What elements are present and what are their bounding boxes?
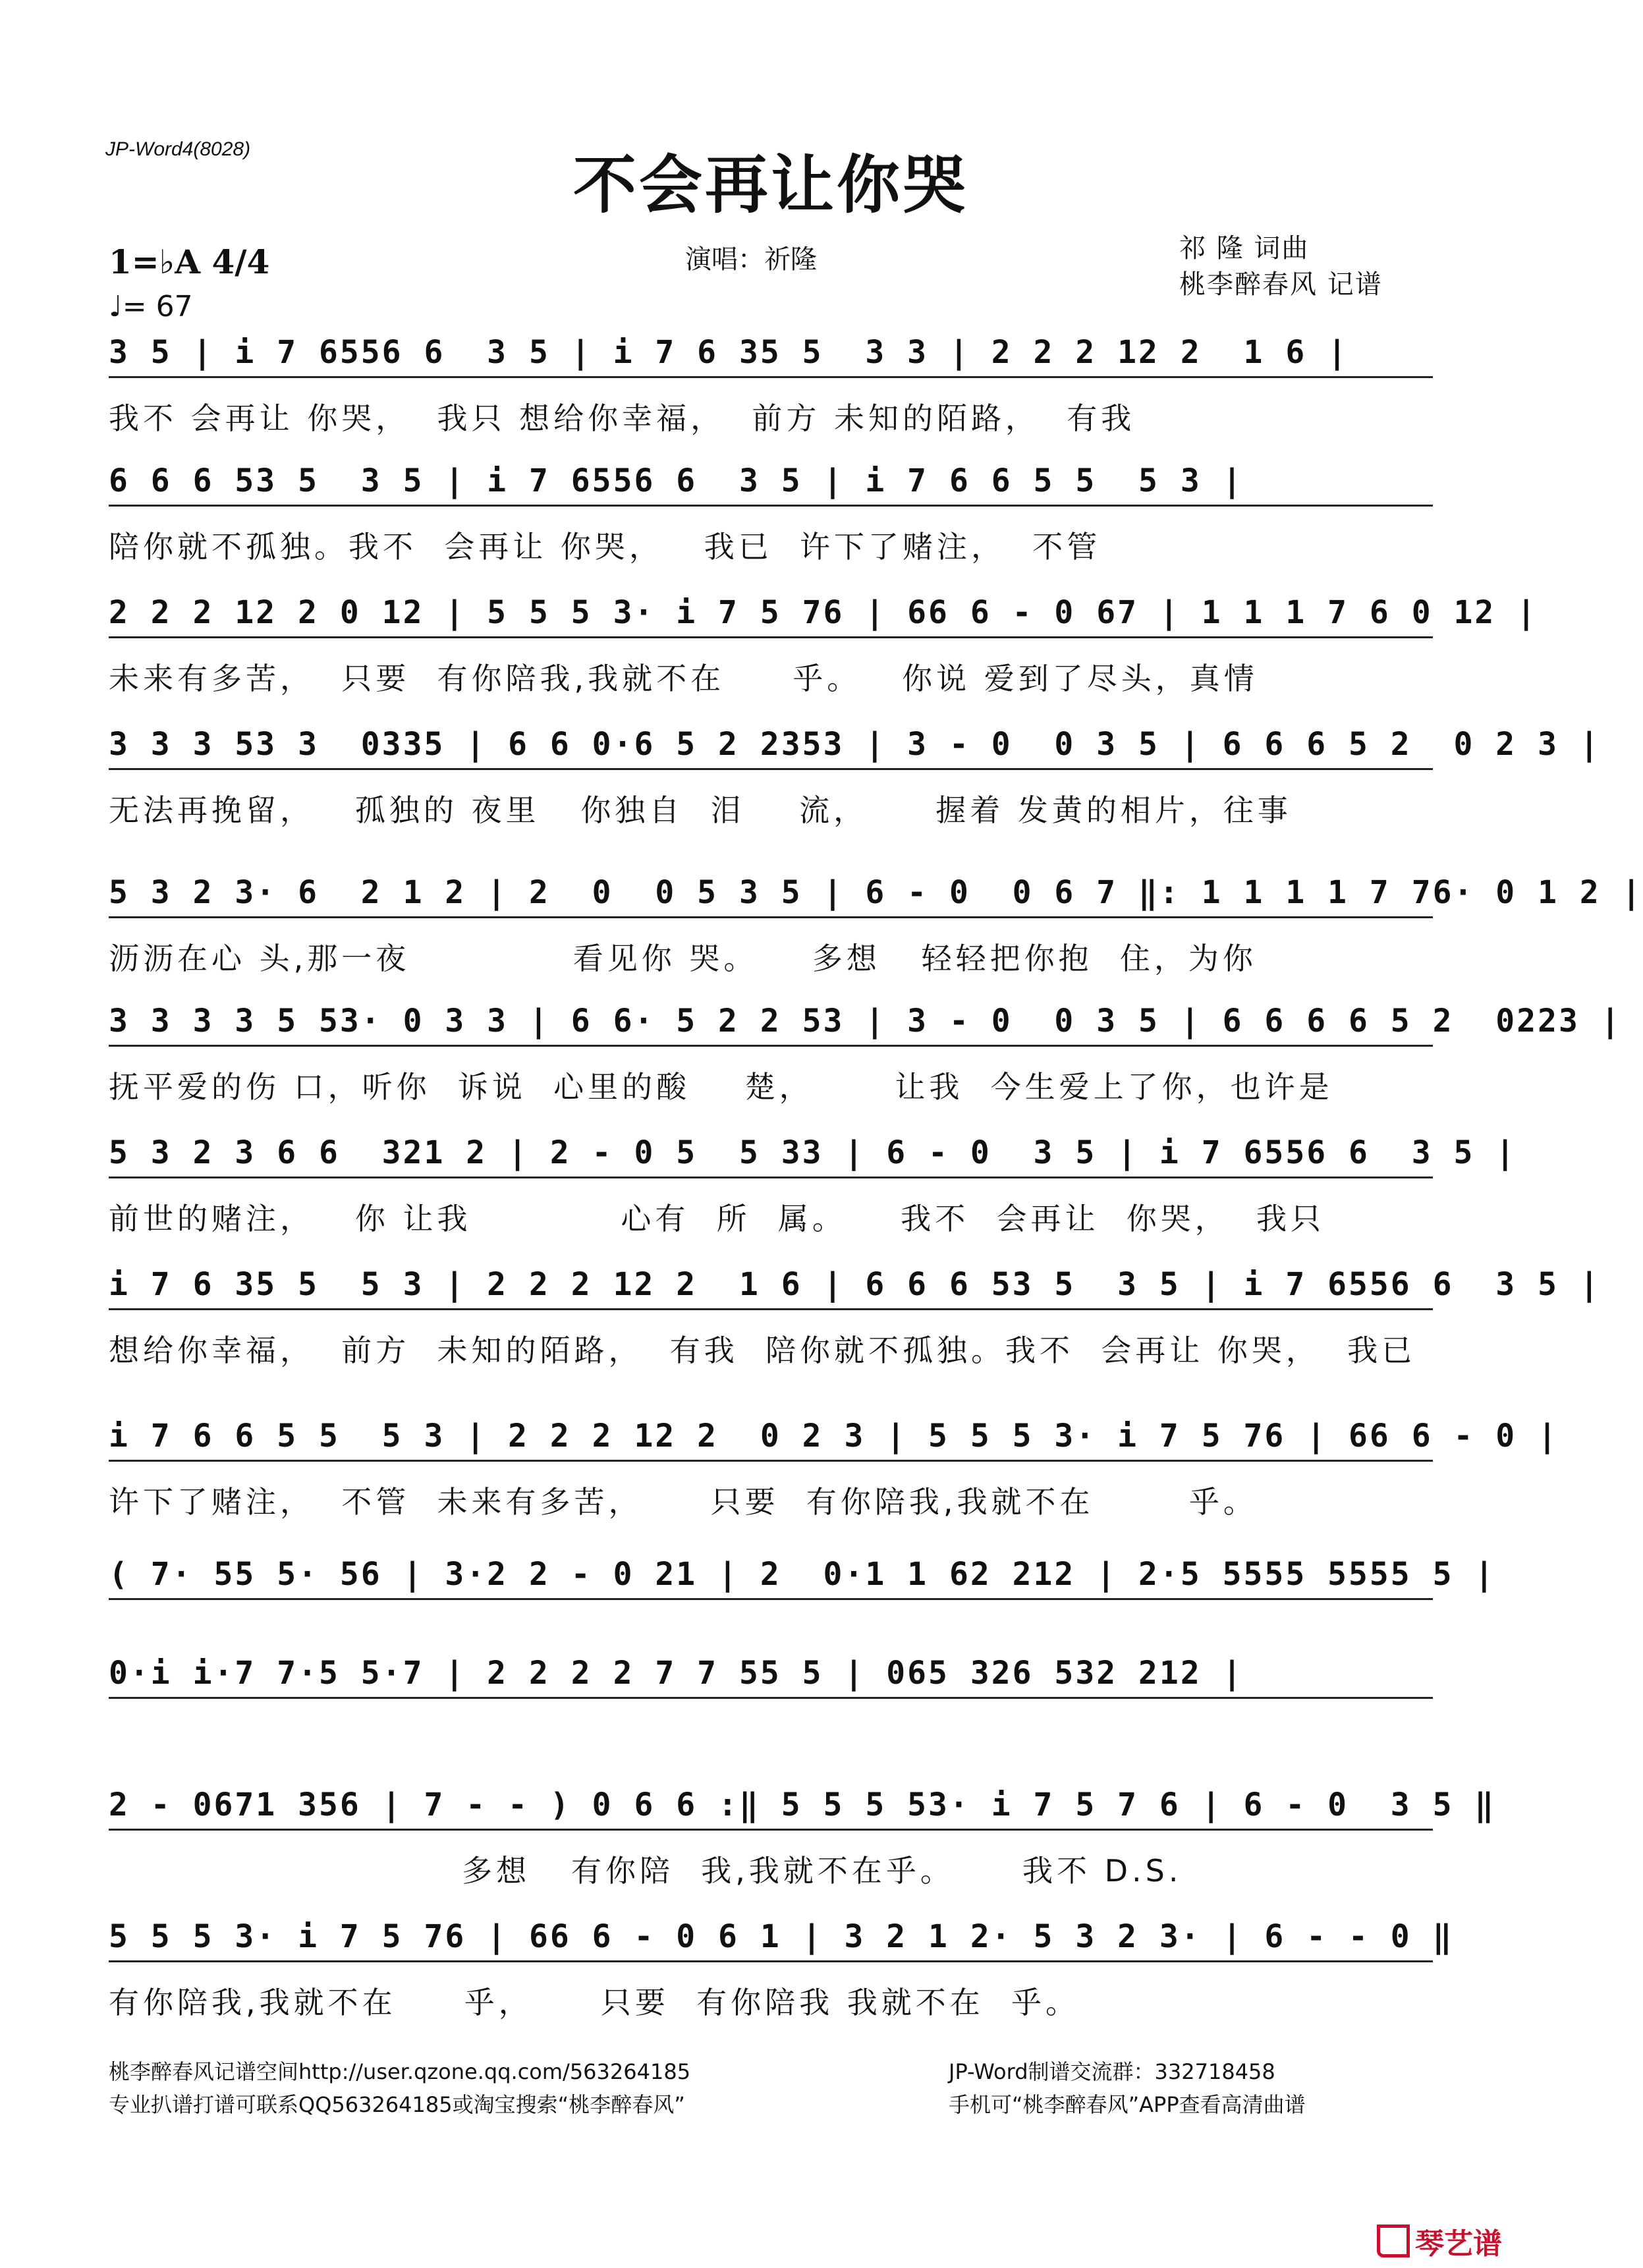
lyrics-line: 前世的赌注， 你 让我 心有 所 属。 我不 会再让 你哭， 我只 (109, 1201, 1325, 1236)
software-label: JP-Word4(8028) (105, 138, 251, 160)
lyrics-line: 许下了赌注， 不管 未来有多苦， 只要 有你陪我,我就不在 乎。 (109, 1484, 1258, 1520)
lyrics-line: 沥沥在心 头,那一夜 看见你 哭。 多想 轻轻把你抱 住，为你 (109, 941, 1257, 976)
logo-icon (1377, 2225, 1410, 2257)
lyrics-line: 有你陪我,我就不在 乎， 只要 有你陪我 我就不在 乎。 (109, 1985, 1080, 2020)
notation-line: 5 5 5 3· i 7 5 76 | 66 6 - 0 6 1 | 3 2 1 2· 5 3 2 3· | 6 - - 0 ‖ (109, 1917, 1433, 1962)
lyrics-line: 多想 有你陪 我,我就不在乎。 我不 D.S. (109, 1853, 1183, 1889)
footer-app: 手机可“桃李醉春风”APP查看高清曲谱 (949, 2092, 1306, 2117)
footer-contact: 专业扒谱打谱可联系QQ563264185或淘宝搜索“桃李醉春风” (109, 2092, 685, 2117)
lyrics-line: 未来有多苦， 只要 有你陪我,我就不在 乎。 你说 爱到了尽头，真情 (109, 661, 1258, 696)
lyrics-line: 我不 会再让 你哭， 我只 想给你幸福， 前方 未知的陌路， 有我 (109, 401, 1136, 436)
site-logo (1377, 2220, 1502, 2262)
notation-line: 3 3 3 3 5 53· 0 3 3 | 6 6· 5 2 2 53 | 3 - 0 0 3 5 | 6 6 6 6 5 2 0223 | (109, 1001, 1433, 1047)
notation-line: 0·i i·7 7·5 5·7 | 2 2 2 2 7 7 55 5 | 065 326 532 212 | (109, 1653, 1433, 1699)
lyrics-line: 无法再挽留， 孤独的 夜里 你独自 泪 流， 握着 发黄的相片，往事 (109, 792, 1292, 828)
page-title: 不会再让你哭 (573, 148, 968, 222)
notation-line: 2 2 2 12 2 0 12 | 5 5 5 3· i 7 5 76 | 66 6 - 0 67 | 1 1 1 7 6 0 12 | (109, 593, 1433, 638)
composer-credit: 祁 隆 词曲 (1179, 233, 1310, 263)
lyrics-line: 想给你幸福， 前方 未知的陌路， 有我 陪你就不孤独。我不 会再让 你哭， 我已 (109, 1333, 1416, 1368)
tempo-marking: ♩= 67 (109, 290, 193, 323)
notation-line: 6 6 6 53 5 3 5 | i 7 6556 6 3 5 | i 7 6 6 5 5 5 3 | (109, 461, 1433, 507)
notation-line: 5 3 2 3 6 6 321 2 | 2 - 0 5 5 33 | 6 - 0 3 5 | i 7 6556 6 3 5 | (109, 1133, 1433, 1178)
notation-line: ( 7· 55 5· 56 | 3·2 2 - 0 21 | 2 0·1 1 62 212 | 2·5 5555 5555 5 | (109, 1555, 1433, 1600)
notation-line: 3 3 3 53 3 0335 | 6 6 0·6 5 2 2353 | 3 - 0 0 3 5 | 6 6 6 5 2 0 2 3 | (109, 725, 1433, 770)
notation-line: 2 - 0671 356 | 7 - - ) 0 6 6 :‖ 5 5 5 53· i 7 5 7 6 | 6 - 0 3 5 ‖ (109, 1785, 1433, 1831)
footer-website: 桃李醉春风记谱空间http://user.qzone.qq.com/563264185 (109, 2059, 691, 2084)
notation-line: 5 3 2 3· 6 2 1 2 | 2 0 0 5 3 5 | 6 - 0 0 6 7 ‖: 1 1 1 1 7 76· 0 1 2 | (109, 873, 1433, 918)
footer-group: JP-Word制谱交流群：332718458 (949, 2059, 1275, 2084)
notation-line: i 7 6 6 5 5 5 3 | 2 2 2 12 2 0 2 3 | 5 5 5 3· i 7 5 76 | 66 6 - 0 | (109, 1416, 1433, 1462)
lyrics-line: 陪你就不孤独。我不 会再让 你哭， 我已 许下了赌注， 不管 (109, 529, 1101, 565)
logo-text: 琴艺谱 (1415, 2227, 1502, 2261)
notation-line: 3 5 | i 7 6556 6 3 5 | i 7 6 35 5 3 3 | 2 2 2 12 2 1 6 | (109, 333, 1433, 378)
transcriber-credit: 桃李醉春风 记谱 (1179, 269, 1383, 300)
singer-credit: 演唱：祈隆 (685, 244, 817, 275)
lyrics-line: 抚平爱的伤 口，听你 诉说 心里的酸 楚， 让我 今生爱上了你，也许是 (109, 1069, 1333, 1105)
key-signature: 1=♭A 4/4 (109, 242, 270, 281)
notation-line: i 7 6 35 5 5 3 | 2 2 2 12 2 1 6 | 6 6 6 53 5 3 5 | i 7 6556 6 3 5 | (109, 1265, 1433, 1310)
